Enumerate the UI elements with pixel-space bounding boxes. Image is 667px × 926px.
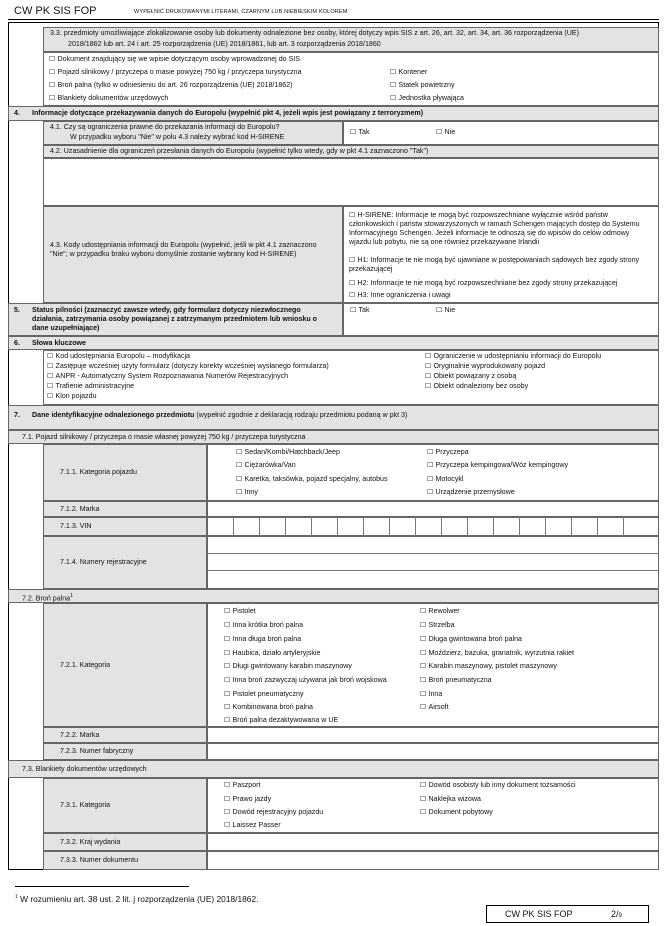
- checkbox-h2[interactable]: ☐ H2: Informacje te nie mogą być rozpowszechniane bez zgody strony przekazującej: [349, 279, 649, 288]
- vin-cell-divider: [311, 517, 312, 536]
- question-4-1-line2: W przypadku wyboru "Nie" w polu 4.3 należy wybrać kod H-SIRENE: [70, 133, 285, 141]
- firearm-machine-gun[interactable]: ☐ Karabin maszynowy, pistolet maszynowy: [420, 662, 557, 671]
- vin-cell-divider: [441, 517, 442, 536]
- footnote-mark: 1: [15, 894, 18, 901]
- firearm-airsoft[interactable]: ☐ Airsoft: [420, 703, 449, 712]
- section-7-2-header: [8, 589, 659, 603]
- firearm-other-long[interactable]: ☐ Inna długa broń palna: [224, 635, 301, 644]
- vin-cell-divider: [467, 517, 468, 536]
- footnote-ref: 1: [70, 593, 73, 599]
- keyword-europol-code-modification[interactable]: ☐ Kod udostępniania Europolu – modyfikacja: [47, 352, 190, 361]
- label-7-1-3-text: 7.1.3. VIN: [60, 522, 92, 530]
- checkbox-firearm[interactable]: ☐ Broń palna (tylko w odniesieniu do art. 26 rozporządzenia (UE) 2018/1862): [49, 81, 293, 90]
- label-7-1-1-text: 7.1.1. Kategoria pojazdu: [60, 468, 137, 476]
- label-7-3-1-text: 7.3.1. Kategoria: [60, 801, 111, 809]
- vin-cell-divider: [493, 517, 494, 536]
- page-current: 2/: [611, 909, 619, 919]
- section-5-title: Status pilności (zaznaczyć zawsze wtedy, gdy formularz dotyczy niezwłocznego działania, zatrzymania osoby powiązanej z zatrzymanym przedmiotem lub wniosku o dane uzupełniające): [32, 306, 317, 332]
- label-7-3-2-text: 7.3.2. Kraj wydania: [60, 838, 121, 846]
- input-document-number[interactable]: [207, 851, 659, 870]
- vin-cell-divider: [285, 517, 286, 536]
- input-firearm-make[interactable]: [207, 727, 659, 743]
- section-7-title-rest: (wypełnić zgodnie z deklaracją rodzaju przedmiotu podaną w pkt 3): [194, 411, 408, 419]
- keyword-object-without-person[interactable]: ☐ Obiekt odnaleziony bez osoby: [425, 382, 528, 391]
- vehicle-industrial[interactable]: ☐ Urządzenie przemysłowe: [427, 488, 515, 497]
- registration-row-divider: [207, 570, 659, 571]
- question-4-1-line1: 4.1. Czy są ograniczenia prawne do przekazania informacji do Europolu?: [50, 123, 280, 131]
- firearm-pistol[interactable]: ☐ Pistolet: [224, 607, 256, 616]
- keyword-original-vehicle[interactable]: ☐ Oryginalnie wyprodukowany pojazd: [425, 362, 545, 371]
- vehicle-special[interactable]: ☐ Karetka, taksówka, pojazd specjalny, autobus: [236, 475, 388, 484]
- firearm-mortar[interactable]: ☐ Moździerz, bazuka, granatnik, wyrzutnia rakiet: [420, 649, 574, 658]
- firearm-shotgun[interactable]: ☐ Strzelba: [420, 621, 455, 630]
- vin-cell-divider: [545, 517, 546, 536]
- footnote-text: W rozumieniu art. 38 ust. 2 lit. j rozporządzenia (UE) 2018/1862.: [17, 894, 259, 904]
- keyword-administrative-hit[interactable]: ☐ Trafienie administracyjne: [47, 382, 134, 391]
- section-7-title-bold: Dane identyfikacyjne odnalezionego przedmiotu: [32, 411, 195, 419]
- blank-laissez-passer[interactable]: ☐ Laissez Passer: [224, 821, 281, 830]
- input-4-2-justification[interactable]: [43, 158, 659, 206]
- vin-cell-divider: [363, 517, 364, 536]
- label-7-2-2-text: 7.2.2. Marka: [60, 731, 100, 739]
- section-7-1-title: 7.1. Pojazd silnikowy / przyczepa o masie własnej powyżej 750 kg / przyczepa turystyczna: [22, 433, 306, 441]
- section-3-3-text-2: 2018/1862 lub art. 24 i art. 25 rozporządzenia (UE) 2018/1861, lub art. 3 rozporządzenia 2018/1860: [68, 40, 381, 48]
- page-number: [611, 909, 622, 921]
- section-7-number: 7.: [14, 411, 20, 419]
- vin-cell-divider: [259, 517, 260, 536]
- vehicle-sedan[interactable]: ☐ Sedan/Kombi/Hatchback/Jeep: [236, 448, 340, 457]
- checkbox-h-sirene[interactable]: ☐ H-SIRENE: Informacje te mogą być rozpowszechniane wyłącznie wśród państw członkowskich i państw stowarzyszonych w ramach Schengen mających dostęp do Systemu Informacyjnego Schengen. Jeżeli informacje te odnoszą się do wpisów do celów odmowy wjazdu lub pobytu, nie są one również przekazywane Irlandii: [349, 211, 649, 246]
- section-7-3-title: 7.3. Blankiety dokumentów urzędowych: [22, 765, 147, 773]
- firearm-howitzer[interactable]: ☐ Haubica, działo artyleryjskie: [224, 649, 320, 658]
- checkbox-4-1-no[interactable]: ☐ Nie: [436, 128, 455, 137]
- input-vehicle-make[interactable]: [207, 501, 659, 517]
- vin-cell-divider: [337, 517, 338, 536]
- firearm-revolver[interactable]: ☐ Rewolwer: [420, 607, 460, 616]
- vin-cell-divider: [389, 517, 390, 536]
- answer-5: [343, 303, 659, 336]
- firearm-air-pistol[interactable]: ☐ Pistolet pneumatyczny: [224, 690, 304, 699]
- vin-cell-divider: [519, 517, 520, 536]
- page-total: 9: [618, 913, 622, 919]
- vehicle-trailer[interactable]: ☐ Przyczepa: [427, 448, 469, 457]
- firearm-other[interactable]: ☐ Inna: [420, 690, 442, 699]
- keyword-replaces-form[interactable]: ☐ Zastępuje wcześniej użyty formularz (dotyczy korekty wcześniej wysłanego formularza): [47, 362, 329, 371]
- keyword-anpr[interactable]: ☐ ANPR - Automatyczny System Rozpoznawania Numerów Rejestracyjnych: [47, 372, 288, 381]
- section-4-title: Informacje dotyczące przekazywania danych do Europolu (wypełnić pkt 4, jeżeli wpis jest powiązany z terroryzmem): [32, 109, 424, 117]
- vehicle-other[interactable]: ☐ Inny: [236, 488, 258, 497]
- blank-vehicle-registration[interactable]: ☐ Dowód rejestracyjny pojazdu: [224, 808, 323, 817]
- checkbox-watercraft[interactable]: ☐ Jednostka pływająca: [390, 94, 464, 103]
- keyword-vehicle-clone[interactable]: ☐ Klon pojazdu: [47, 392, 97, 401]
- section-6-title: Słowa kluczowe: [32, 339, 87, 347]
- footnote-separator: [15, 886, 189, 887]
- vin-cell-divider: [597, 517, 598, 536]
- section-7-title: [32, 411, 407, 420]
- firearm-other-short[interactable]: ☐ Inna krótka broń palna: [224, 621, 303, 630]
- firearm-military[interactable]: ☐ Inna broń zazwyczaj używana jak broń wojskowa: [224, 676, 387, 685]
- section-7-2-title-text: 7.2. Broń palna: [22, 594, 71, 603]
- vehicle-truck[interactable]: ☐ Ciężarówka/Van: [236, 461, 296, 470]
- form-code: CW PK SIS FOP: [14, 5, 97, 17]
- firearm-long-rifled[interactable]: ☐ Długa gwintowana broń palna: [420, 635, 522, 644]
- checkbox-vehicle[interactable]: ☐ Pojazd silnikowy / przyczepa o masie powyżej 750 kg / przyczepa turystyczna: [49, 68, 302, 77]
- keyword-object-linked-person[interactable]: ☐ Obiekt powiązany z osobą: [425, 372, 516, 381]
- input-registration-numbers[interactable]: [207, 536, 659, 589]
- checkbox-5-yes[interactable]: ☐ Tak: [350, 306, 370, 315]
- blank-driving-licence[interactable]: ☐ Prawo jazdy: [224, 795, 271, 804]
- firearm-long-machine-gun[interactable]: ☐ Długi gwintowany karabin maszynowy: [224, 662, 352, 671]
- footer-form-code: CW PK SIS FOP: [505, 909, 573, 919]
- blank-passport[interactable]: ☐ Paszport: [224, 781, 261, 790]
- input-firearm-serial[interactable]: [207, 743, 659, 760]
- question-4-3-label: 4.3. Kody udostępniania informacji do Europolu (wypełnić, jeśli w pkt 4.1 zaznaczono "Nie"; w przypadku braku wyboru domyślnie zostanie wybrany kod H-SIRENE): [50, 241, 317, 258]
- checkbox-h1[interactable]: ☐ H1: Informacje te nie mogą być ujawniane w postępowaniach sądowych bez zgody strony przekazującej: [349, 256, 649, 274]
- label-7-2-3-text: 7.2.3. Numer fabryczny: [60, 747, 134, 755]
- label-7-3-3-text: 7.3.3. Numer dokumentu: [60, 856, 139, 864]
- checkbox-5-no[interactable]: ☐ Nie: [436, 306, 455, 315]
- firearm-combined[interactable]: ☐ Kombinowana broń palna: [224, 703, 313, 712]
- section-3-3-text-1: 3.3. przedmioty umożliwiające zlokalizowanie osoby lub dokumenty odnalezione bez osoby, której dotyczy wpis SIS z art. 26, art. 32, art. 34, art. 36 rozporządzenia (UE): [50, 29, 580, 37]
- checkbox-document-in-alert[interactable]: ☐ Dokument znajdujący się we wpisie dotyczącym osoby wprowadzonej do SIS: [49, 55, 300, 64]
- label-7-2-1-text: 7.2.1. Kategoria: [60, 661, 111, 669]
- checkbox-blank-documents[interactable]: ☐ Blankiety dokumentów urzędowych: [49, 94, 168, 103]
- blank-residence-permit[interactable]: ☐ Dokument pobytowy: [420, 808, 493, 817]
- vehicle-caravan[interactable]: ☐ Przyczepa kempingowa/Wóz kempingowy: [427, 461, 568, 470]
- input-vin[interactable]: [207, 517, 659, 536]
- fill-instruction: WYPEŁNIĆ DRUKOWANYMI LITERAMI, CZARNYM LUB NIEBIESKIM KOLOREM: [134, 9, 348, 15]
- registration-row-divider: [207, 553, 659, 554]
- section-4-number: 4.: [14, 109, 20, 117]
- keyword-europol-restriction[interactable]: ☐ Ograniczenie w udostępnianiu informacji do Europolu: [425, 352, 601, 361]
- page-footer: [486, 905, 649, 923]
- vin-cell-divider: [571, 517, 572, 536]
- label-7-1-4-text: 7.1.4. Numery rejestracyjne: [60, 558, 147, 566]
- vin-cell-divider: [415, 517, 416, 536]
- checkbox-container[interactable]: ☐ Kontener: [390, 68, 427, 77]
- vin-cell-divider: [233, 517, 234, 536]
- section-7-2-title: [22, 593, 73, 603]
- question-4-2-label: 4.2. Uzasadnienie dla ograniczeń przesłania danych do Europolu (wypełnić tylko wtedy, gdy w pkt 4.1 zaznaczono "Tak"): [50, 147, 429, 155]
- vin-cell-divider: [623, 517, 624, 536]
- checkbox-h3[interactable]: ☐ H3: Inne ograniczenia i uwagi: [349, 291, 649, 300]
- checkbox-aircraft[interactable]: ☐ Statek powietrzny: [390, 81, 455, 90]
- vehicle-motorcycle[interactable]: ☐ Motocykl: [427, 475, 464, 484]
- firearm-deactivated[interactable]: ☐ Broń palna dezaktywowana w UE: [224, 716, 338, 725]
- blank-identity-card[interactable]: ☐ Dowód osobisty lub inny dokument tożsamości: [420, 781, 576, 790]
- input-issuing-country[interactable]: [207, 833, 659, 851]
- blank-visa-sticker[interactable]: ☐ Naklejka wizowa: [420, 795, 481, 804]
- footnote: [15, 894, 258, 905]
- section-5-number: 5.: [14, 306, 20, 314]
- answer-4-1: [343, 121, 659, 145]
- page-header: [8, 5, 659, 20]
- checkbox-4-1-yes[interactable]: ☐ Tak: [350, 128, 370, 137]
- section-6-number: 6.: [14, 339, 20, 347]
- firearm-pneumatic[interactable]: ☐ Broń pneumatyczna: [420, 676, 492, 685]
- section-6-header: [8, 336, 659, 350]
- label-7-1-2-text: 7.1.2. Marka: [60, 505, 100, 513]
